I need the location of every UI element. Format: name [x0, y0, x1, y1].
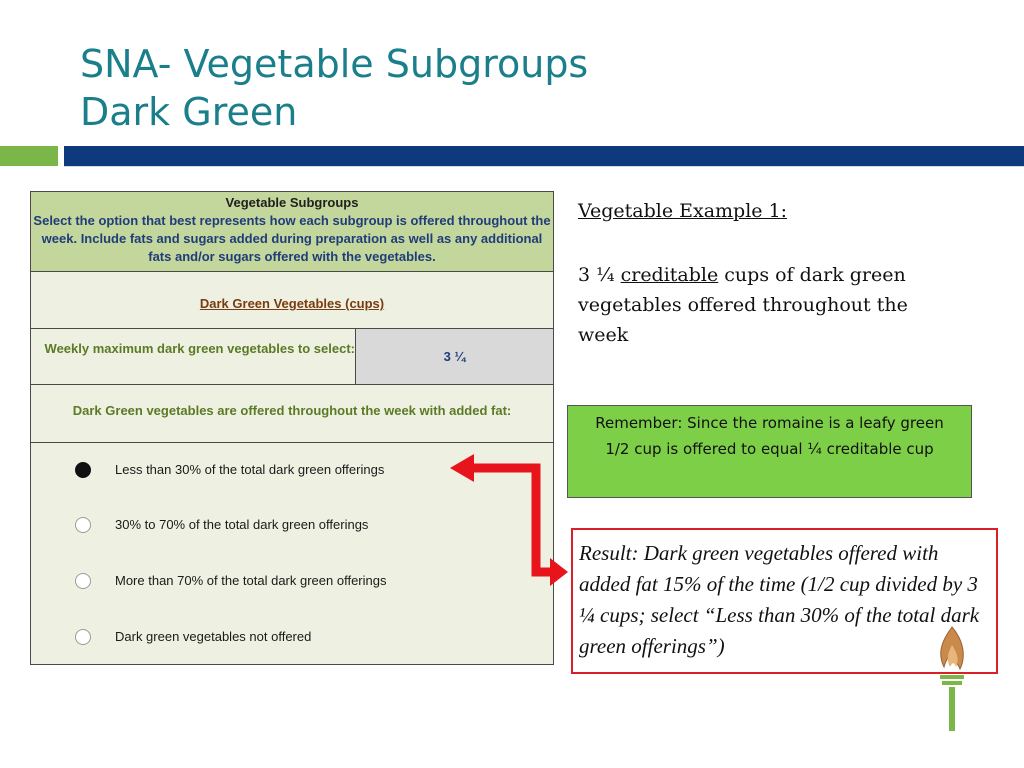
panel-header [31, 192, 553, 272]
weekly-maximum-label: Weekly maximum dark green vegetables to select: [44, 341, 355, 356]
panel-header-instruction: Select the option that best represents how each subgroup is offered throughout the week. Include fats and sugars added during preparation as well as any additional fats and/or sugars offered with the vegetables. [33, 213, 551, 264]
remember-note: Remember: Since the romaine is a leafy green 1/2 cup is offered to equal ¼ creditable cup [567, 405, 972, 498]
dark-green-vegetables-link[interactable]: Dark Green Vegetables (cups) [199, 296, 385, 311]
option-not-offered[interactable] [75, 627, 545, 651]
panel-header-title: Vegetable Subgroups [225, 195, 359, 210]
title-accent-green-bar [0, 146, 58, 166]
example-body-suffix: cups of dark green vegetables offered throughout the week [578, 264, 908, 346]
option-label: Less than 30% of the total dark green offerings [115, 462, 385, 477]
weekly-maximum-row [31, 329, 553, 385]
slide-title-line2: Dark Green [80, 90, 298, 134]
option-label: 30% to 70% of the total dark green offerings [115, 517, 369, 532]
radio-button-selected[interactable] [75, 462, 91, 478]
torch-logo-icon [930, 625, 974, 735]
result-note: Result: Dark green vegetables offered with added fat 15% of the time (1/2 cup divided by 3 ¼ cups; select “Less than 30% of the total dark green offerings”) [571, 528, 998, 674]
vegetable-subgroups-panel [30, 191, 554, 665]
radio-button[interactable] [75, 517, 91, 533]
option-label: More than 70% of the total dark green offerings [115, 573, 387, 588]
example-body [578, 260, 958, 350]
red-elbow-arrow-icon [440, 450, 570, 590]
slide-title-line1: SNA- Vegetable Subgroups [80, 42, 589, 86]
example-title: Vegetable Example 1: [578, 200, 788, 222]
subgroup-row [31, 272, 553, 329]
example-body-creditable: creditable [620, 264, 719, 286]
option-label: Dark green vegetables not offered [115, 629, 312, 644]
radio-button[interactable] [75, 573, 91, 589]
slide-title [80, 40, 880, 136]
weekly-maximum-value: 3 ¼ [355, 329, 553, 384]
title-divider [64, 166, 1024, 167]
title-accent-blue-bar [64, 146, 1024, 166]
example-body-prefix: 3 ¼ [578, 264, 621, 286]
added-fat-question: Dark Green vegetables are offered throughout the week with added fat: [31, 385, 553, 443]
radio-button[interactable] [75, 629, 91, 645]
